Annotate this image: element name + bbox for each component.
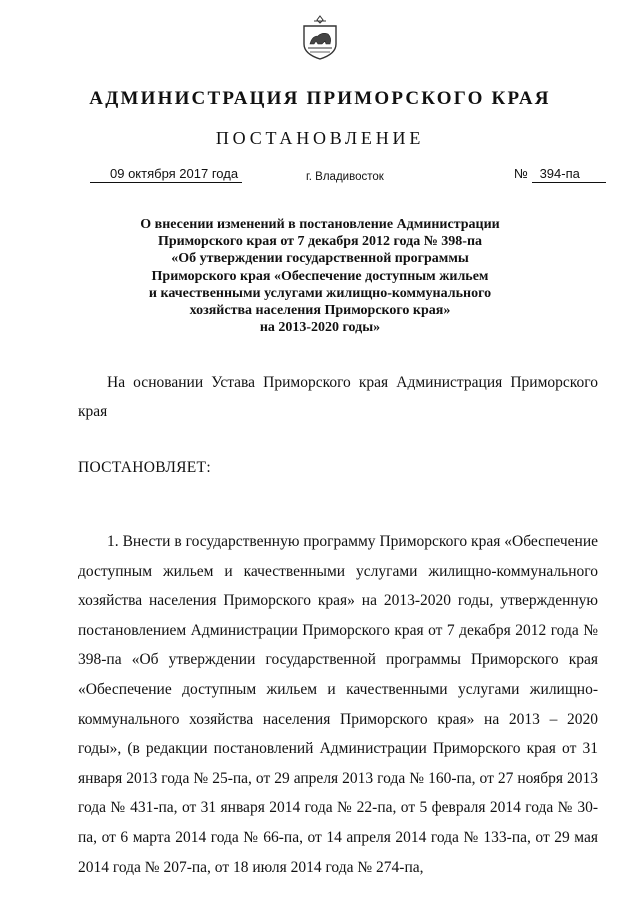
subject-line: Приморского края от 7 декабря 2012 года № 398-па (157, 234, 483, 250)
subject-line: О внесении изменений в постановление Администрации (140, 217, 500, 232)
document-number (514, 166, 606, 183)
subject-line: хозяйства населения Приморского края» (189, 303, 451, 319)
number-value: 394-па (532, 166, 606, 183)
date-value: 09 октября 2017 года (90, 166, 242, 183)
organization-title: АДМИНИСТРАЦИЯ ПРИМОРСКОГО КРАЯ (89, 88, 551, 109)
subject-line: и качественными услугами жилищно-коммунального (148, 285, 492, 301)
document-city: г. Владивосток (306, 171, 384, 183)
clause-1-paragraph: 1. Внести в государственную программу Приморского края «Обеспечение доступным жильем и качественными услугами жилищно-коммунального хозяйства населения Приморского края» на 2013-2020 годы, утвержденную постановлением Администрации Приморского края от 7 декабря 2012 года № 398-па «Об утверждении государственной программы Приморского края «Обеспечение доступным жильем и качественными услугами жилищно-коммунального хозяйства населения Приморского края» на 2013 – 2020 годы», (в редакции постановлений Администрации Приморского края от 31 января 2013 года № 25-па, от 29 апреля 2013 года № 160-па, от 27 ноября 2013 года № 431-па, от 31 января 2014 года № 22-па, от 5 февраля 2014 года № 30-па, от 6 марта 2014 года № 66-па, от 14 апреля 2014 года № 133-па, от 29 мая 2014 года № 207-па, от 18 июля 2014 года № 274-па, (78, 533, 598, 876)
number-label: № (514, 166, 528, 181)
decree-word: ПОСТАНОВЛЯЕТ: (78, 459, 211, 476)
subject-line: Приморского края «Обеспечение доступным жильем (151, 268, 489, 284)
subject-line: «Об утверждении государственной программы (171, 251, 469, 267)
document-type: ПОСТАНОВЛЕНИЕ (215, 128, 425, 148)
coat-of-arms-icon (300, 14, 340, 60)
document-subject (0, 216, 640, 336)
document-date (90, 166, 242, 183)
preamble-paragraph: На основании Устава Приморского края Администрация Приморского края (78, 374, 598, 420)
subject-line: на 2013-2020 годы» (259, 320, 381, 336)
